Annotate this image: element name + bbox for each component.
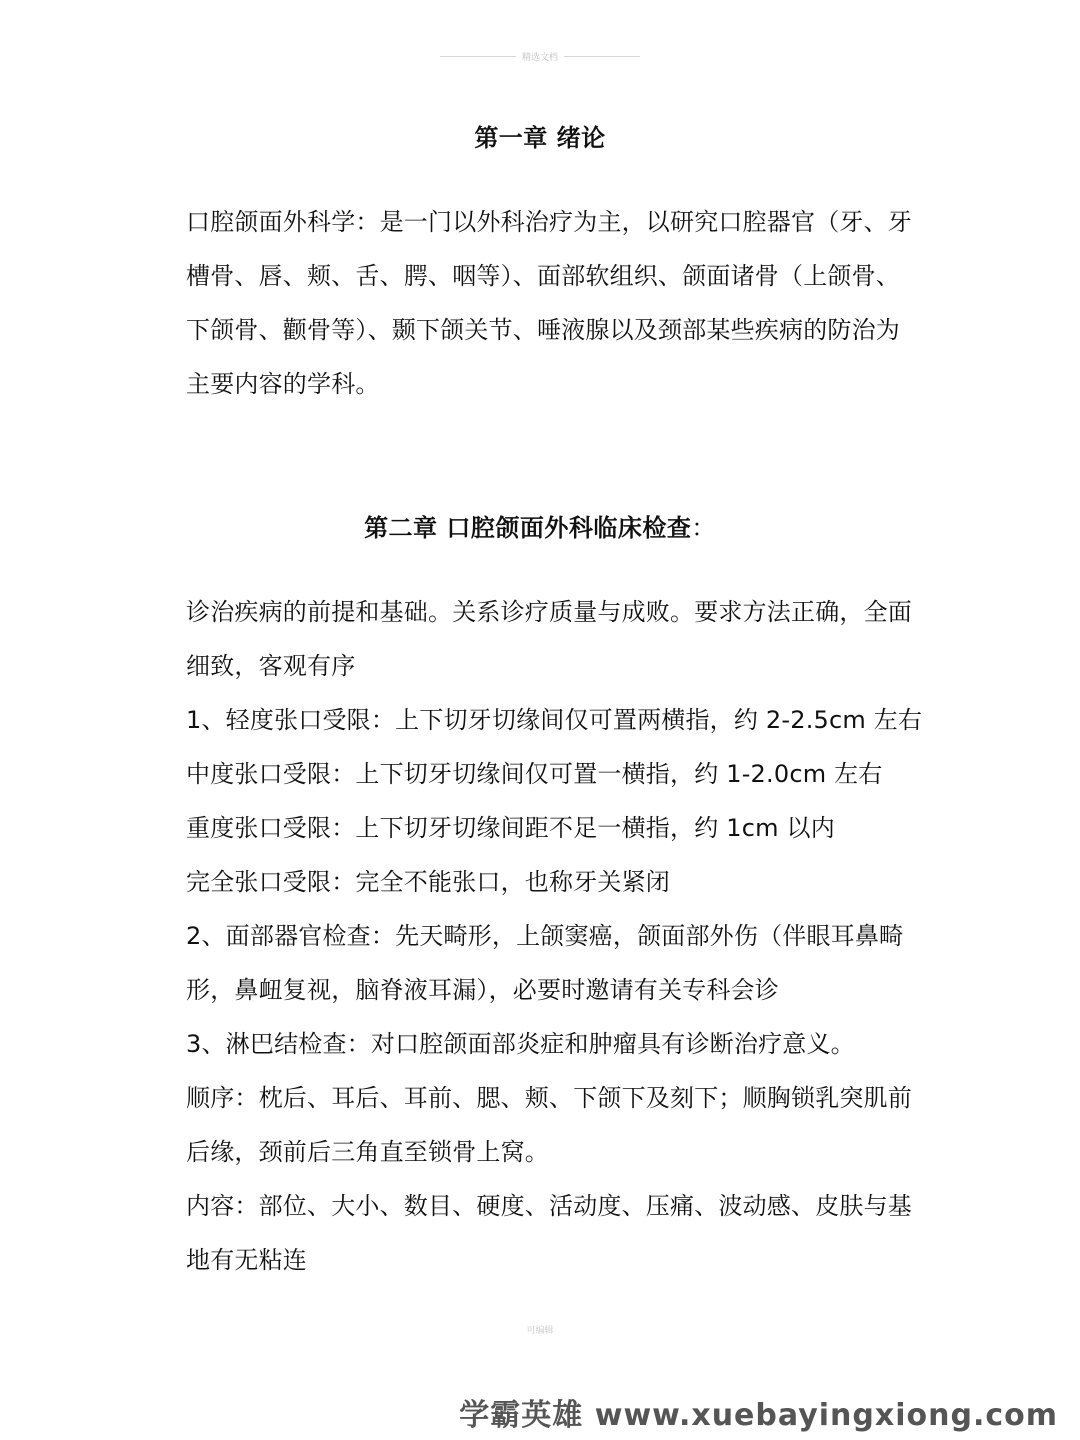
body-line: 下颌骨、颧骨等）、颞下颌关节、唾液腺以及颈部某些疾病的防治为 <box>186 316 900 344</box>
body-line: 内容：部位、大小、数目、硬度、活动度、压痛、波动感、皮肤与基 <box>186 1192 912 1220</box>
chapter-1-body <box>186 195 912 411</box>
body-line: 口腔颌面外科学：是一门以外科治疗为主，以研究口腔器官（牙、牙 <box>186 208 912 236</box>
footer-mark: 可编辑 <box>526 1326 554 1336</box>
body-line: 3、淋巴结检查：对口腔颌面部炎症和肿瘤具有诊断治疗意义。 <box>186 1030 855 1058</box>
header-watermark <box>440 49 640 63</box>
body-line: 地有无粘连 <box>186 1246 307 1274</box>
chapter-2-body <box>186 585 923 1287</box>
chapter-1-title-text: 第一章 绪论 <box>474 124 606 152</box>
body-line: 诊治疾病的前提和基础。关系诊疗质量与成败。要求方法正确，全面 <box>186 598 912 626</box>
header-rule-right <box>564 56 640 57</box>
header-rule-left <box>440 56 516 57</box>
chapter-2-title-text: 第二章 口腔颌面外科临床检查 <box>364 514 692 542</box>
chapter-2-title-colon: ： <box>691 514 716 542</box>
body-line: 形，鼻衄复视，脑脊液耳漏），必要时邀请有关专科会诊 <box>186 976 779 1004</box>
body-line: 1、轻度张口受限：上下切牙切缘间仅可置两横指，约 2-2.5cm 左右 <box>186 706 923 734</box>
body-line: 槽骨、唇、颊、舌、腭、咽等）、面部软组织、颌面诸骨（上颌骨、 <box>186 262 900 290</box>
body-line: 重度张口受限：上下切牙切缘间距不足一横指，约 1cm 以内 <box>186 814 835 842</box>
body-line: 主要内容的学科。 <box>186 370 380 398</box>
body-line: 完全张口受限：完全不能张口，也称牙关紧闭 <box>186 868 670 896</box>
body-line: 细致，客观有序 <box>186 652 356 680</box>
body-line: 顺序：枕后、耳后、耳前、腮、颊、下颌下及刻下；顺胸锁乳突肌前 <box>186 1084 912 1112</box>
chapter-1-title <box>0 118 1080 153</box>
body-line: 中度张口受限：上下切牙切缘间仅可置一横指，约 1-2.0cm 左右 <box>186 760 883 788</box>
header-mark-text: 精选文档 <box>522 52 559 63</box>
chapter-2-title <box>0 508 1080 543</box>
body-line: 后缘，颈前后三角直至锁骨上窝。 <box>186 1138 549 1166</box>
body-line: 2、面部器官检查：先天畸形，上颌窦癌，颌面部外伤（伴眼耳鼻畸 <box>186 922 904 950</box>
site-watermark: 学霸英雄 www.xuebayingxiong.com <box>459 1398 1058 1433</box>
